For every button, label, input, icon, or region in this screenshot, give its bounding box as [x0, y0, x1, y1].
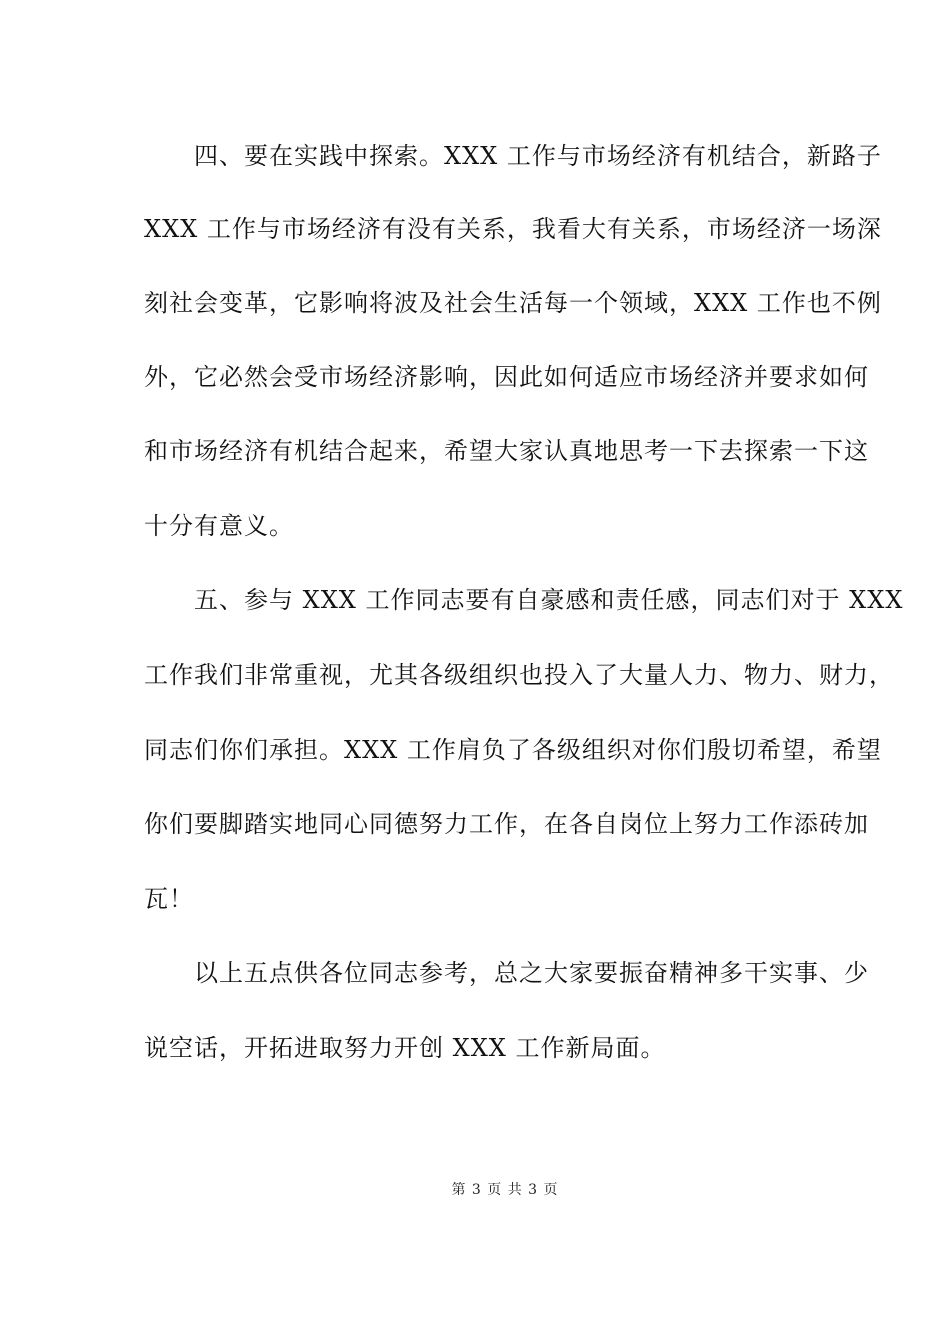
page-number-footer: 第 3 页 共 3 页 [451, 1182, 559, 1198]
paragraph-5-line-4: 你们要脚踏实地同心同德努力工作，在各自岗位上努力工作添砖加 [144, 810, 869, 838]
paragraph-5-line-3: 同志们你们承担。XXX 工作肩负了各级组织对你们殷切希望，希望 [144, 736, 882, 764]
paragraph-4-line-4: 外，它必然会受市场经济影响，因此如何适应市场经济并要求如何 [144, 363, 869, 391]
paragraph-4-line-1: 四、要在实践中探索。XXX 工作与市场经济有机结合，新路子 [144, 142, 882, 170]
paragraph-4-line-6: 十分有意义。 [144, 512, 294, 540]
paragraph-5-line-2: 工作我们非常重视，尤其各级组织也投入了大量人力、物力、财力， [144, 661, 894, 689]
closing-line-2: 说空话，开拓进取努力开创 XXX 工作新局面。 [144, 1034, 666, 1062]
closing-line-1: 以上五点供各位同志参考，总之大家要振奋精神多干实事、少 [144, 959, 869, 987]
paragraph-4-line-2: XXX 工作与市场经济有没有关系，我看大有关系，市场经济一场深 [144, 215, 882, 243]
paragraph-5-line-1: 五、参与 XXX 工作同志要有自豪感和责任感，同志们对于 XXX [144, 586, 904, 614]
paragraph-4-line-3: 刻社会变革，它影响将波及社会生活每一个领域，XXX 工作也不例 [144, 289, 882, 317]
paragraph-4-line-5: 和市场经济有机结合起来，希望大家认真地思考一下去探索一下这 [144, 437, 869, 465]
paragraph-5-line-5: 瓦！ [144, 885, 194, 913]
